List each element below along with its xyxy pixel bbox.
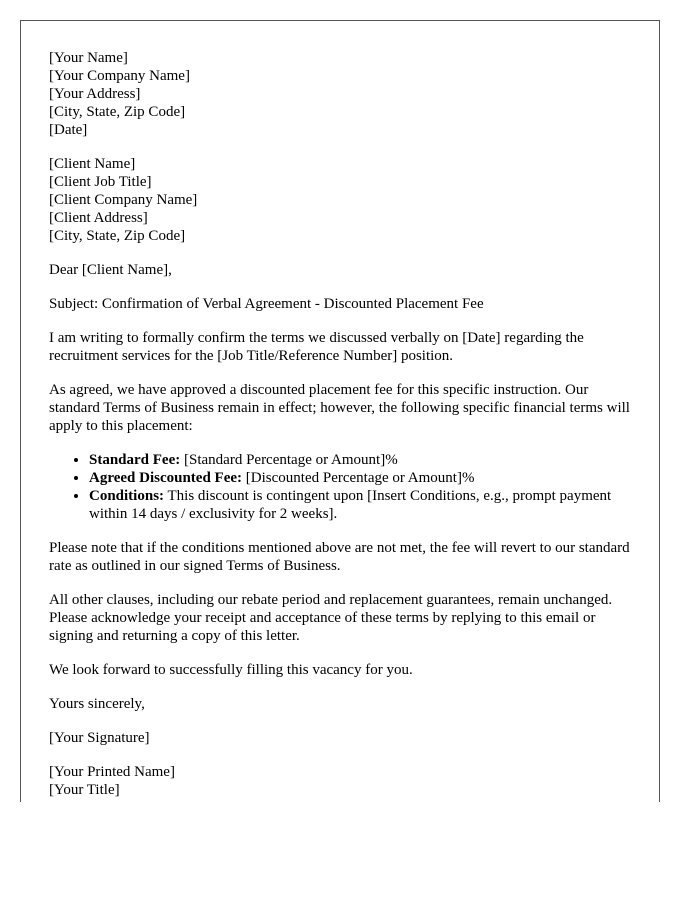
intro-paragraph: I am writing to formally confirm the terms we discussed verbally on [Date] regarding the recruitment services for the [Job Title/Reference Number] position. xyxy=(49,330,584,364)
list-item xyxy=(89,469,634,487)
term-value: This discount is contingent upon [Insert Conditions, e.g., prompt payment within 14 days / exclusivity for 2 weeks]. xyxy=(89,488,612,522)
recipient-name: [Client Name] xyxy=(49,156,136,172)
printed-name: [Your Printed Name] xyxy=(49,764,175,780)
letter-page xyxy=(20,20,660,802)
letter-content xyxy=(49,49,634,799)
closing-paragraph: We look forward to successfully filling this vacancy for you. xyxy=(49,662,413,678)
list-item xyxy=(89,487,634,523)
agreed-paragraph: As agreed, we have approved a discounted placement fee for this specific instruction. Our standard Terms of Business remain in effect; however, the following specific financial terms will apply to this placement: xyxy=(49,382,630,434)
list-item xyxy=(89,451,634,469)
sender-company: [Your Company Name] xyxy=(49,68,190,84)
term-label: Conditions: xyxy=(89,488,165,504)
valediction: Yours sincerely, xyxy=(49,696,145,712)
recipient-company: [Client Company Name] xyxy=(49,192,198,208)
fee-terms-list xyxy=(49,451,634,523)
signer-block xyxy=(49,763,634,799)
sender-address-block xyxy=(49,49,634,139)
sender-name: [Your Name] xyxy=(49,50,128,66)
sender-date: [Date] xyxy=(49,122,88,138)
recipient-address: [Client Address] xyxy=(49,210,148,226)
term-label: Standard Fee: xyxy=(89,452,181,468)
signer-title: [Your Title] xyxy=(49,782,120,798)
clauses-paragraph: All other clauses, including our rebate period and replacement guarantees, remain unchanged. Please acknowledge your receipt and acceptance of these terms by replying to this email or signing and returning a copy of this letter. xyxy=(49,592,613,644)
note-paragraph: Please note that if the conditions mentioned above are not met, the fee will revert to our standard rate as outlined in our signed Terms of Business. xyxy=(49,540,630,574)
recipient-job-title: [Client Job Title] xyxy=(49,174,152,190)
term-value: [Discounted Percentage or Amount]% xyxy=(242,470,475,486)
recipient-address-block xyxy=(49,155,634,245)
signature-placeholder: [Your Signature] xyxy=(49,730,150,746)
term-label: Agreed Discounted Fee: xyxy=(89,470,243,486)
salutation: Dear [Client Name], xyxy=(49,262,172,278)
sender-address: [Your Address] xyxy=(49,86,141,102)
sender-city-state-zip: [City, State, Zip Code] xyxy=(49,104,186,120)
subject-line: Subject: Confirmation of Verbal Agreement - Discounted Placement Fee xyxy=(49,296,484,312)
recipient-city-state-zip: [City, State, Zip Code] xyxy=(49,228,186,244)
term-value: [Standard Percentage or Amount]% xyxy=(180,452,398,468)
